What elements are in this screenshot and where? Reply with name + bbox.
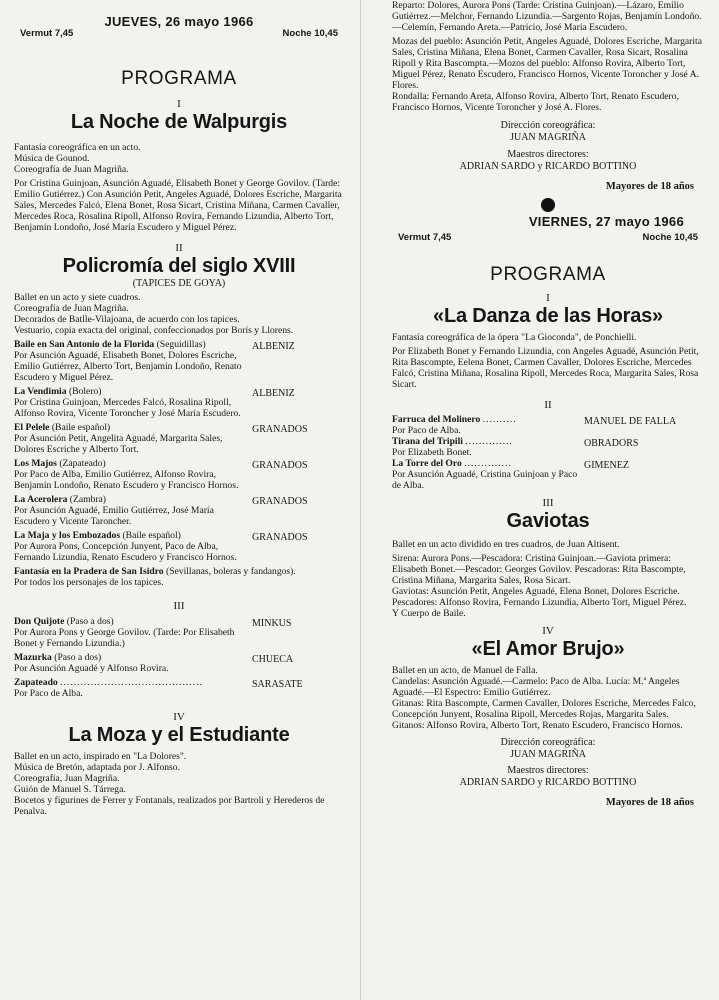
- program-entry: [14, 652, 344, 674]
- entry-composer: MINKUS: [252, 618, 292, 629]
- entry-name: Farruca del Molinero: [392, 414, 481, 425]
- right-part4-title: «El Amor Brujo»: [471, 638, 625, 660]
- entry-composer: SARASATE: [252, 679, 303, 690]
- entry-composer: ALBENIZ: [252, 388, 295, 399]
- right-part4-cast-1: Candelas: Asunción Aguadé.—Carmelo: Paco de Alba. Lucía: M.ª Angeles Aguadé.—El Espectro: Emilio Gutiérrez.: [392, 676, 680, 698]
- right-direction-label-1: Dirección coreográfica:: [500, 120, 596, 131]
- program-entry: Tirana del Tripili .............. Por Elizabeth Bonet. OBRADORS: [392, 436, 704, 458]
- entry-name: Zapateado: [14, 677, 58, 688]
- entry-cast: Por Aurora Pons y George Govilov. (Tarde: Por Elisabeth Bonet y Fernando Lizundia.): [14, 627, 235, 649]
- left-part4-numeral: IV: [173, 711, 185, 723]
- right-maestros-label-1: Maestros directores:: [507, 149, 589, 160]
- program-entry: Farruca del Molinero .......... Por Paco de Alba. MANUEL DE FALLA: [392, 414, 704, 436]
- entry-cast: Por Elizabeth Bonet.: [392, 447, 472, 458]
- right-part4-cast-3: Gitanos: Alfonso Rovira, Alberto Tort, Renato Escudero, Francisco Hornos.: [392, 720, 683, 731]
- entry-composer: GRANADOS: [252, 460, 308, 471]
- entry-cast: Por Asunción Aguadé, Elisabeth Bonet, Dolores Escriche, Emilio Gutiérrez, Alberto Tort, Benjamín Londoño, Renato Escudero y Miguel Pérez.: [14, 350, 242, 383]
- entry-composer: GRANADOS: [252, 424, 308, 435]
- left-part1-description: [14, 142, 344, 175]
- entry-cast: Por Asunción Aguadé, Cristina Guinjoan y Paco de Alba.: [392, 469, 578, 491]
- left-part2-subtitle: (TAPICES DE GOYA): [132, 278, 226, 289]
- right-reparto: Reparto: Dolores, Aurora Pons (Tarde: Cristina Guinjoan).—Lázaro, Emilio Gutiérrez.—Melchor, Fernando Lizundia.—Sargento Rojas, Benjamín Londoño.—Celemín, Fernando Areta.—Patricio, José María Escudero.: [392, 0, 702, 33]
- desc-line: Coreografía, Juan Magriña.: [14, 773, 120, 784]
- desc-line: Bocetos y figurines de Ferrer y Fontanals, realizados por Bartroli y Herederos de Penalva.: [14, 795, 325, 817]
- entry-name: Baile en San Antonio de la Florida: [14, 339, 155, 350]
- entry-name: La Acerolera: [14, 494, 68, 505]
- desc-line: Coreografía de Juan Magriña.: [14, 164, 129, 175]
- program-entry: [14, 530, 344, 563]
- left-part2-title: Policromía del siglo XVIII: [62, 255, 296, 277]
- entry-detail: (Sevillanas, boleras y fandangos).: [166, 566, 296, 577]
- entry-cast: Por Aurora Pons, Concepción Junyent, Paco de Alba, Fernando Lizundia, Renato Escudero y Francisco Hornos.: [14, 541, 237, 563]
- entry-cast: Por Paco de Alba.: [14, 688, 83, 699]
- right-part4-cast-2: Gitanas: Rita Bascompte, Carmen Cavaller, Dolores Escriche, Mercedes Falco, Concepción Junyent, Rosalina Ripoll, Mercedes Rojas, Margarita Sales.: [392, 698, 696, 720]
- right-noche: Noche 10,45: [642, 232, 698, 243]
- entry-name: Tirana del Tripili: [392, 436, 463, 447]
- left-part4-description: [14, 751, 344, 817]
- entry-composer: OBRADORS: [584, 438, 639, 449]
- left-vermut: Vermut 7,45: [20, 28, 74, 39]
- entry-detail: (Seguidillas): [156, 339, 206, 350]
- bullet-dot: [541, 198, 555, 212]
- right-part2-numeral: II: [544, 399, 552, 411]
- right-programa-heading: PROGRAMA: [490, 264, 606, 285]
- entry-name: La Vendimia: [14, 386, 67, 397]
- left-programa-heading: PROGRAMA: [121, 68, 237, 89]
- right-maestros-names-1: ADRIAN SARDO y RICARDO BOTTINO: [459, 161, 637, 172]
- desc-line: Decorados de Batlle-Vilajoana, de acuerdo con los tapices.: [14, 314, 240, 325]
- right-maestros-names-2: ADRIAN SARDO y RICARDO BOTTINO: [459, 777, 637, 788]
- entry-cast: Por todos los personajes de los tapices.: [14, 577, 164, 588]
- right-direction-name-1: JUAN MAGRIÑA: [510, 132, 586, 143]
- entry-detail: (Paso a dos): [54, 652, 102, 663]
- left-part4-title: La Moza y el Estudiante: [68, 724, 290, 746]
- entry-cast: Por Paco de Alba, Emilio Gutiérrez, Alfonso Rovira, Benjamín Londoño, Renato Escudero y Francisco Hornos.: [14, 469, 239, 491]
- desc-line: Guión de Manuel S. Tárrega.: [14, 784, 126, 795]
- entry-name: La Torre del Oro: [392, 458, 462, 469]
- program-entry: [14, 458, 344, 491]
- right-part1-cast: Por Elizabeth Bonet y Fernando Lizundia, con Angeles Aguadé, Asunción Petit, Rita Bascompte, Eelena Bonet, Carmen Cavaller, Dolores Escriche, Mercedes Falcó, Cristina Miñana, Rosalina Ripoll, Mercedes Roca, Margarita Sales, Rosa Sicart.: [392, 346, 699, 390]
- program-entry: [14, 566, 344, 588]
- desc-line: Música de Bretón, adaptada por J. Alfonso.: [14, 762, 180, 773]
- right-part1-title: «La Danza de las Horas»: [433, 305, 663, 327]
- cast-line: Y Cuerpo de Baile.: [392, 608, 466, 619]
- right-age-notice-1: Mayores de 18 años: [605, 181, 694, 192]
- desc-line: Música de Gounod.: [14, 153, 90, 164]
- program-entry: [14, 386, 344, 419]
- entry-detail: (Bolero): [68, 386, 102, 397]
- left-part2-numeral: II: [175, 242, 183, 254]
- entry-composer: GRANADOS: [252, 496, 308, 507]
- cast-line: Gaviotas: Asunción Petit, Angeles Aguadé, Elena Bonet, Dolores Escriche.: [392, 586, 680, 597]
- left-part1-title: La Noche de Walpurgis: [70, 111, 288, 133]
- desc-line: Coreografía de Juan Magriña.: [14, 303, 129, 314]
- right-age-notice-2: Mayores de 18 años: [605, 797, 694, 808]
- left-hours: [20, 28, 338, 39]
- right-column: [392, 0, 704, 1000]
- entry-name: Don Quijote: [14, 616, 65, 627]
- right-vermut: Vermut 7,45: [398, 232, 452, 243]
- right-date: VIERNES, 27 mayo 1966: [528, 214, 684, 229]
- program-entry: [14, 494, 344, 527]
- entry-name: Los Majos: [14, 458, 57, 469]
- right-direction-name-2: JUAN MAGRIÑA: [510, 749, 586, 760]
- left-part1-cast: Por Cristina Guinjoan, Asunción Aguadé, Elisabeth Bonet y George Govilov. (Tarde: Emilio Gutiérrez.) Con Asunción Petit, Angeles Aguadé, Dolores Escriche, Margarita Sales, Mercedes Falcó, Elena Bonet, Rosa Sicart, Cristina Miñana, Carmen Cavaller, Mercedes Roca, Rosalina Ripoll, Alfonso Rovira, Fernando Lizundia, Alberto Tort, Benjamín Londoño, José María Escudero y Miguel Pérez.: [14, 178, 342, 233]
- right-part3-description: Ballet en un acto dividido en tres cuadros, de Juan Altisent.: [392, 539, 620, 550]
- left-part2-description: [14, 292, 344, 336]
- left-part3-numeral: III: [173, 600, 185, 612]
- entry-cast: Por Paco de Alba.: [392, 425, 461, 436]
- entry-name: La Maja y los Embozados: [14, 530, 121, 541]
- entry-name: Fantasía en la Pradera de San Isidro: [14, 566, 164, 577]
- right-direction-label-2: Dirección coreográfica:: [500, 737, 596, 748]
- cast-line: Sirena: Aurora Pons.—Pescadora: Cristina Guinjoan.—Gaviota primera: Elisabeth Bonet.—Pescador: Georges Govilov. Pescadoras: Rita Bascompte, Cristina Miñana, Margarita Sales, Rosa Sicart.: [392, 553, 686, 586]
- entry-name: El Pelele: [14, 422, 50, 433]
- entry-composer: MANUEL DE FALLA: [584, 416, 677, 427]
- right-part1-description: Fantasía coreográfica de la ópera "La Gioconda", de Ponchielli.: [392, 332, 637, 343]
- right-rondalla: Rondalla: Fernando Areta, Alfonso Rovira, Alberto Tort, Renato Escudero, Francisco Hornos, Vicente Toroncher y José A. Flores.: [392, 91, 679, 113]
- entry-name: Mazurka: [14, 652, 52, 663]
- desc-line: Ballet en un acto y siete cuadros.: [14, 292, 141, 303]
- entry-composer: CHUECA: [252, 654, 294, 665]
- entry-cast: Por Asunción Aguadé y Alfonso Rovira.: [14, 663, 169, 674]
- right-maestros-label-2: Maestros directores:: [507, 765, 589, 776]
- entry-cast: Por Asunción Aguadé, Emilio Gutiérrez, José María Escudero y Vicente Taroncher.: [14, 505, 214, 527]
- entry-detail: (Paso a dos): [66, 616, 114, 627]
- entry-composer: GIMENEZ: [584, 460, 629, 471]
- entry-cast: Por Cristina Guinjoan, Mercedes Falcó, Rosalina Ripoll, Alfonso Rovira, Vicente Toroncher y José María Escudero.: [14, 397, 241, 419]
- program-entry: Zapateado .......................................... Por Paco de Alba. SARASATE: [14, 677, 344, 699]
- right-part3-title: Gaviotas: [506, 510, 590, 532]
- desc-line: Fantasía coreográfica en un acto.: [14, 142, 141, 153]
- program-entry: [14, 616, 344, 649]
- entry-cast: Por Asunción Petit, Angelita Aguadé, Margarita Sales, Dolores Escriche y Alberto Tort.: [14, 433, 223, 455]
- program-entry: [14, 422, 344, 455]
- cast-line: Pescadores: Alfonso Rovira, Fernando Lizundia, Alberto Tort, Miguel Pérez.: [392, 597, 687, 608]
- right-part1-numeral: I: [546, 292, 550, 304]
- left-part1-numeral: I: [177, 98, 181, 110]
- right-part4-description: Ballet en un acto, de Manuel de Falla.: [392, 665, 538, 676]
- right-mozas: Mozas del pueblo: Asunción Petit, Angeles Aguadé, Dolores Escriche, Margarita Sales, Cristina Miñana, Elena Bonet, Carmen Cavaller, Rosa Sicart, Rosalina Ripoll y Rita Bascompta.—Mozos del pueblo: Alfonso Rovira, Alberto Tort, Miguel Pérez, Renato Escudero, Francisco Hornos, Vicente Toroncher y José A. Flores.: [392, 36, 702, 91]
- left-column: [14, 0, 344, 1000]
- desc-line: Vestuario, copia exacta del original, confeccionados por Borís y Llorens.: [14, 325, 294, 336]
- program-entry: La Torre del Oro .............. Por Asunción Aguadé, Cristina Guinjoan y Paco de Alba. GIMENEZ: [392, 458, 704, 491]
- entry-composer: GRANADOS: [252, 532, 308, 543]
- entry-detail: (Baile español): [51, 422, 111, 433]
- left-date: JUEVES, 26 mayo 1966: [104, 14, 254, 29]
- column-gutter: [360, 0, 361, 1000]
- program-entry: [14, 339, 344, 383]
- desc-line: Ballet en un acto, inspirado en "La Dolores".: [14, 751, 187, 762]
- entry-detail: (Zambra): [69, 494, 107, 505]
- right-part3-numeral: III: [542, 497, 554, 509]
- entry-detail: (Baile español): [122, 530, 181, 541]
- entry-detail: (Zapateado): [59, 458, 106, 469]
- right-part4-numeral: IV: [542, 625, 554, 637]
- right-hours: [398, 232, 698, 243]
- left-noche: Noche 10,45: [282, 28, 338, 39]
- entry-composer: ALBENIZ: [252, 341, 295, 352]
- right-part3-cast: [392, 553, 704, 619]
